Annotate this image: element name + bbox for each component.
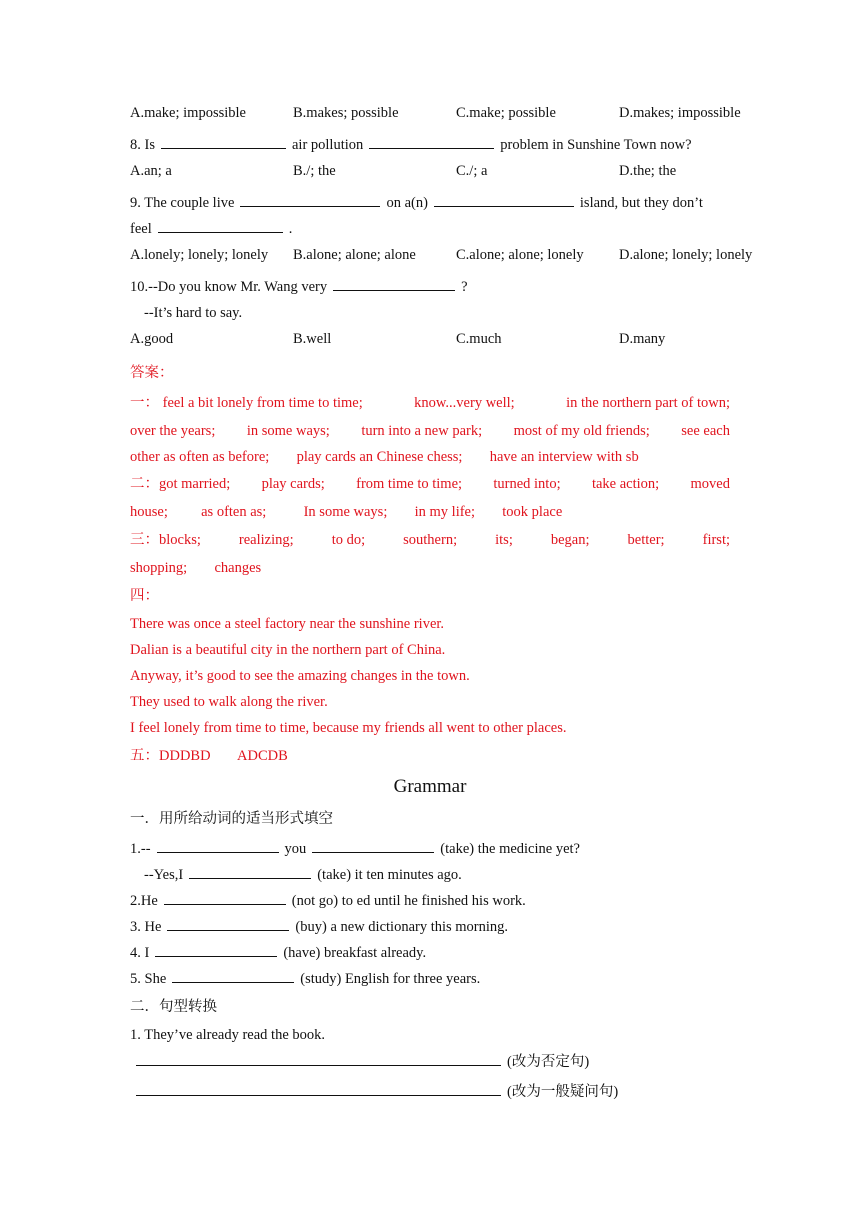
question-text: 2.He xyxy=(130,893,158,909)
answer-item: In some ways; xyxy=(303,504,388,520)
blank xyxy=(240,194,380,207)
option-a: A.an; a xyxy=(130,163,172,179)
answers-s2-line1 xyxy=(130,475,730,493)
blank xyxy=(189,866,311,879)
blank xyxy=(167,918,289,931)
answer-item: house; xyxy=(130,504,168,520)
answer-sentence: They used to walk along the river. xyxy=(130,694,328,710)
q10-text: ? xyxy=(461,279,468,295)
answer-item: took place xyxy=(502,504,563,520)
question-text: 4. I xyxy=(130,945,150,961)
q9-text: island, but they don’t xyxy=(579,195,703,211)
option-d: D.the; the xyxy=(619,163,677,179)
question-text: --Yes,I xyxy=(144,867,184,883)
answers-s1-line3 xyxy=(130,448,639,466)
q9-text: on a(n) xyxy=(386,195,428,211)
question-text: (study) English for three years. xyxy=(300,971,481,987)
answer-item: changes xyxy=(214,560,262,576)
question-text: (not go) to ed until he finished his work. xyxy=(291,893,526,909)
answer-item: over the years; xyxy=(130,423,216,439)
answers-s5 xyxy=(130,747,288,765)
answer-item: turn into a new park; xyxy=(361,423,483,439)
answers-s1-line1 xyxy=(130,394,730,412)
answer-item: from time to time; xyxy=(356,476,463,492)
answers-s3-line1 xyxy=(130,531,730,549)
answer-item: see each xyxy=(681,423,730,439)
option-d: D.alone; lonely; lonely xyxy=(619,247,753,263)
option-a: A.make; impossible xyxy=(130,105,246,121)
question-text: (take) the medicine yet? xyxy=(440,841,580,857)
option-d: D.many xyxy=(619,331,666,347)
answers-s1-line2 xyxy=(130,422,730,440)
answer-sentence: Anyway, it’s good to see the amazing changes in the town. xyxy=(130,668,470,684)
answer-item: 二：got married; xyxy=(130,476,231,492)
answer-line xyxy=(136,1053,501,1066)
option-c: C.make; possible xyxy=(456,105,556,121)
answer-item: to do; xyxy=(331,532,366,548)
option-a: A.good xyxy=(130,331,174,347)
blank xyxy=(158,220,283,233)
question-text: (have) breakfast already. xyxy=(283,945,427,961)
answer-item: southern; xyxy=(403,532,458,548)
option-c: C.alone; alone; lonely xyxy=(456,247,584,263)
option-b: B.well xyxy=(293,331,332,347)
answer-item: turned into; xyxy=(493,476,561,492)
grammar-q1 xyxy=(130,840,580,858)
q8-text: 8. Is xyxy=(130,137,155,153)
instruction-text: (改为一般疑问句) xyxy=(507,1084,619,1100)
answer-item: realizing; xyxy=(238,532,294,548)
q9-stem xyxy=(130,194,703,212)
grammar-q3 xyxy=(130,918,508,936)
q9-text: . xyxy=(288,221,293,237)
answer-line xyxy=(136,1083,501,1096)
question-text: 3. He xyxy=(130,919,162,935)
q9-options xyxy=(130,246,782,264)
answers-s4-label: 四： xyxy=(130,588,159,604)
answer-item: take action; xyxy=(591,476,660,492)
transform-q1: 1. They’ve already read the book. xyxy=(130,1027,325,1043)
answer-item: know...very well; xyxy=(414,395,515,411)
blank xyxy=(369,136,494,149)
option-b: B.makes; possible xyxy=(293,105,399,121)
question-text: you xyxy=(284,841,307,857)
grammar-q5 xyxy=(130,970,480,988)
answer-item: 五：DDDBD xyxy=(130,748,211,764)
answer-item: moved xyxy=(690,476,730,492)
answer-sentence: There was once a steel factory near the sunshine river. xyxy=(130,616,445,632)
grammar-q4 xyxy=(130,944,426,962)
q10-stem xyxy=(130,278,468,296)
blank xyxy=(157,840,279,853)
q8-text: problem in Sunshine Town now? xyxy=(500,137,692,153)
answer-item: play cards an Chinese chess; xyxy=(296,449,463,465)
transform-q1-line-a xyxy=(136,1053,589,1071)
grammar-q2 xyxy=(130,892,526,910)
option-b: B.alone; alone; alone xyxy=(293,247,416,263)
answer-item: began; xyxy=(550,532,590,548)
blank xyxy=(333,278,455,291)
option-a: A.lonely; lonely; lonely xyxy=(130,247,269,263)
answer-item: have an interview with sb xyxy=(489,449,639,465)
q9-text: 9. The couple live xyxy=(130,195,235,211)
answer-item: play cards; xyxy=(261,476,325,492)
answer-item: in the northern part of town; xyxy=(566,395,730,411)
answer-item: most of my old friends; xyxy=(513,423,650,439)
q10-text: 10.--Do you know Mr. Wang very xyxy=(130,279,328,295)
answer-item: first; xyxy=(702,532,730,548)
q9-stem-cont xyxy=(130,220,292,238)
transform-q1-line-b xyxy=(136,1083,618,1101)
blank xyxy=(172,970,294,983)
option-c: C./; a xyxy=(456,163,488,179)
question-text: (buy) a new dictionary this morning. xyxy=(295,919,509,935)
answer-item: 一： feel a bit lonely from time to time; xyxy=(130,395,363,411)
answer-item: 三：blocks; xyxy=(130,532,201,548)
blank xyxy=(434,194,574,207)
blank xyxy=(312,840,434,853)
answer-item: other as often as before; xyxy=(130,449,270,465)
answer-item: in my life; xyxy=(414,504,476,520)
answer-item: better; xyxy=(627,532,665,548)
q8-stem xyxy=(130,136,692,154)
q9-text: feel xyxy=(130,221,152,237)
q8-text: air pollution xyxy=(291,137,364,153)
answer-item: ADCDB xyxy=(237,748,288,764)
instruction-text: (改为否定句) xyxy=(507,1054,590,1070)
blank xyxy=(161,136,286,149)
option-b: B./; the xyxy=(293,163,336,179)
section-title: Grammar xyxy=(393,776,467,797)
q7-options xyxy=(130,104,782,122)
answer-item: its; xyxy=(495,532,513,548)
q8-options xyxy=(130,162,782,180)
grammar-sec2-heading: 二．句型转换 xyxy=(130,999,217,1015)
answer-item: shopping; xyxy=(130,560,188,576)
answer-sentence: Dalian is a beautiful city in the northern part of China. xyxy=(130,642,446,658)
q10-reply: --It’s hard to say. xyxy=(144,305,243,321)
option-c: C.much xyxy=(456,331,502,347)
option-d: D.makes; impossible xyxy=(619,105,741,121)
answer-sentence: I feel lonely from time to time, because my friends all went to other places. xyxy=(130,720,567,736)
question-text: 5. She xyxy=(130,971,167,987)
answer-item: as often as; xyxy=(201,504,267,520)
question-text: (take) it ten minutes ago. xyxy=(317,867,462,883)
answer-item: in some ways; xyxy=(246,423,330,439)
grammar-q1-reply xyxy=(144,866,462,884)
answers-heading: 答案： xyxy=(130,365,174,381)
blank xyxy=(155,944,277,957)
answers-s2-line2 xyxy=(130,503,562,521)
answers-s3-line2 xyxy=(130,559,261,577)
q10-options xyxy=(130,330,782,348)
blank xyxy=(164,892,286,905)
grammar-sec1-heading: 一．用所给动词的适当形式填空 xyxy=(130,811,333,827)
question-text: 1.-- xyxy=(130,841,151,857)
